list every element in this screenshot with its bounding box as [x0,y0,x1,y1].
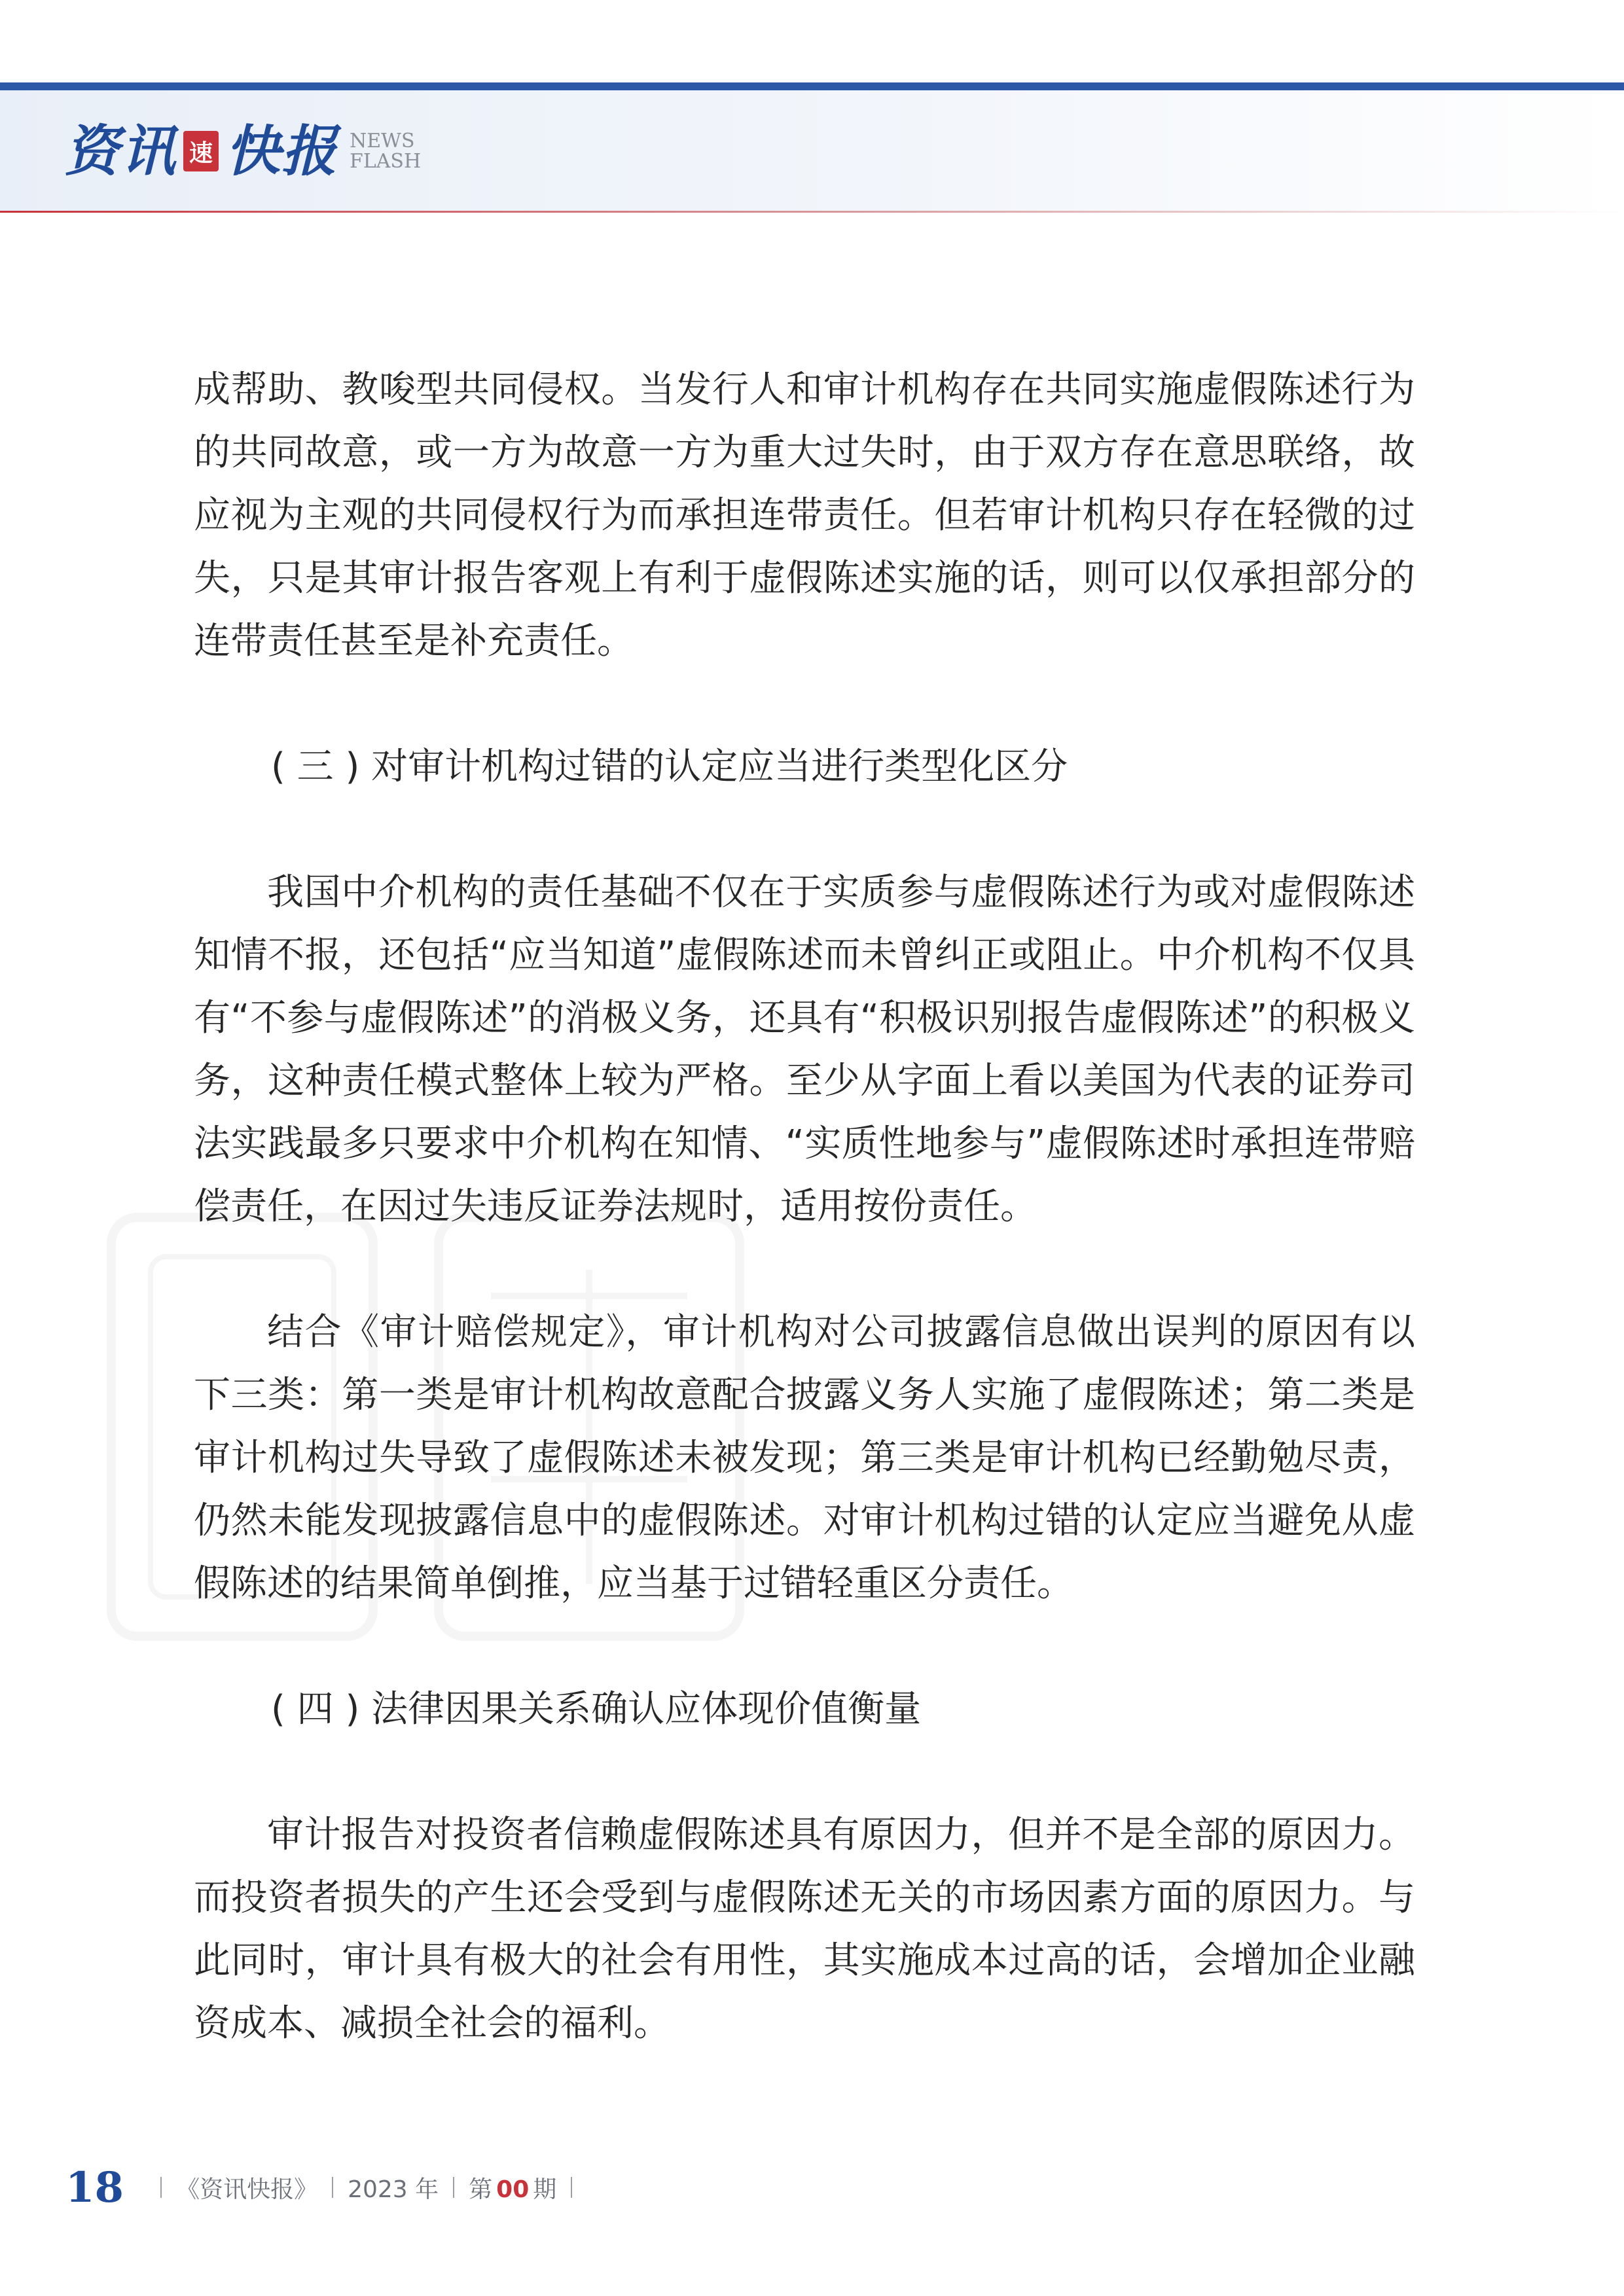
paragraph-4: 审计报告对投资者信赖虚假陈述具有原因力，但并不是全部的原因力。而投资者损失的产生还会受到与虚假陈述无关的市场因素方面的原因力。与此同时，审计具有极大的社会有用性，其实施成本过高的话，会增加企业融资成本、减损全社会的福利。 [194,1814,1415,2045]
article-body [194,359,1415,2055]
page-number: 18 [65,2162,124,2212]
masthead-english-line2: FLASH [350,150,422,173]
footer-publication: 《资讯快报》 [176,2176,318,2203]
footer-divider [453,2177,454,2198]
header-bottom-rule [0,211,1624,213]
paragraph-2: 我国中介机构的责任基础不仅在于实质参与虚假陈述行为或对虚假陈述知情不报，还包括“应当知道”虚假陈述而未曾纠正或阻止。中介机构不仅具有“不参与虚假陈述”的消极义务，还具有“积极识别报告虚假陈述”的积极义务，这种责任模式整体上较为严格。至少从字面上看以美国为代表的证券司法实践最多只要求中介机构在知情、“实质性地参与”虚假陈述时承担连带赔偿责任，在因过失违反证券法规时，适用按份责任。 [194,871,1415,1228]
page-footer [65,2161,586,2214]
footer-divider [160,2177,162,2198]
masthead-english-line1: NEWS [350,129,415,152]
masthead-title-part1: 资讯 [64,118,177,183]
masthead-logo [64,115,421,187]
paragraph-3: 结合《审计赔偿规定》，审计机构对公司披露信息做出误判的原因有以下三类：第一类是审计机构故意配合披露义务人实施了虚假陈述；第二类是审计机构过失导致了虚假陈述未被发现；第三类是审计机构已经勤勉尽责，仍然未能发现披露信息中的虚假陈述。对审计机构过错的认定应当避免从虚假陈述的结果简单倒推，应当基于过错轻重区分责任。 [194,1311,1415,1605]
masthead-english [350,131,421,172]
footer-divider [571,2177,572,2198]
section-heading-4: ( 四 ) 法律因果关系确认应体现价值衡量 [271,1688,922,1731]
paragraph-1: 成帮助、教唆型共同侵权。当发行人和审计机构存在共同实施虚假陈述行为的共同故意，或一方为故意一方为重大过失时，由于双方存在意思联络，故应视为主观的共同侵权行为而承担连带责任。但若审计机构只存在轻微的过失，只是其审计报告客观上有利于虚假陈述实施的话，则可以仅承担部分的连带责任甚至是补充责任。 [194,368,1415,662]
section-heading-3: ( 三 ) 对审计机构过错的认定应当进行类型化区分 [271,745,1068,788]
header-top-rule [0,82,1624,90]
footer-year: 2023 年 [348,2176,439,2203]
footer-issue-suffix: 期 [533,2176,557,2203]
footer-divider [332,2177,333,2198]
footer-issue-number: 00 [496,2176,530,2203]
footer-issue-prefix: 第 [469,2176,493,2203]
masthead-title-part2: 快报 [225,118,338,183]
footer-issue [469,2171,556,2204]
masthead-seal: 速 [183,131,219,171]
